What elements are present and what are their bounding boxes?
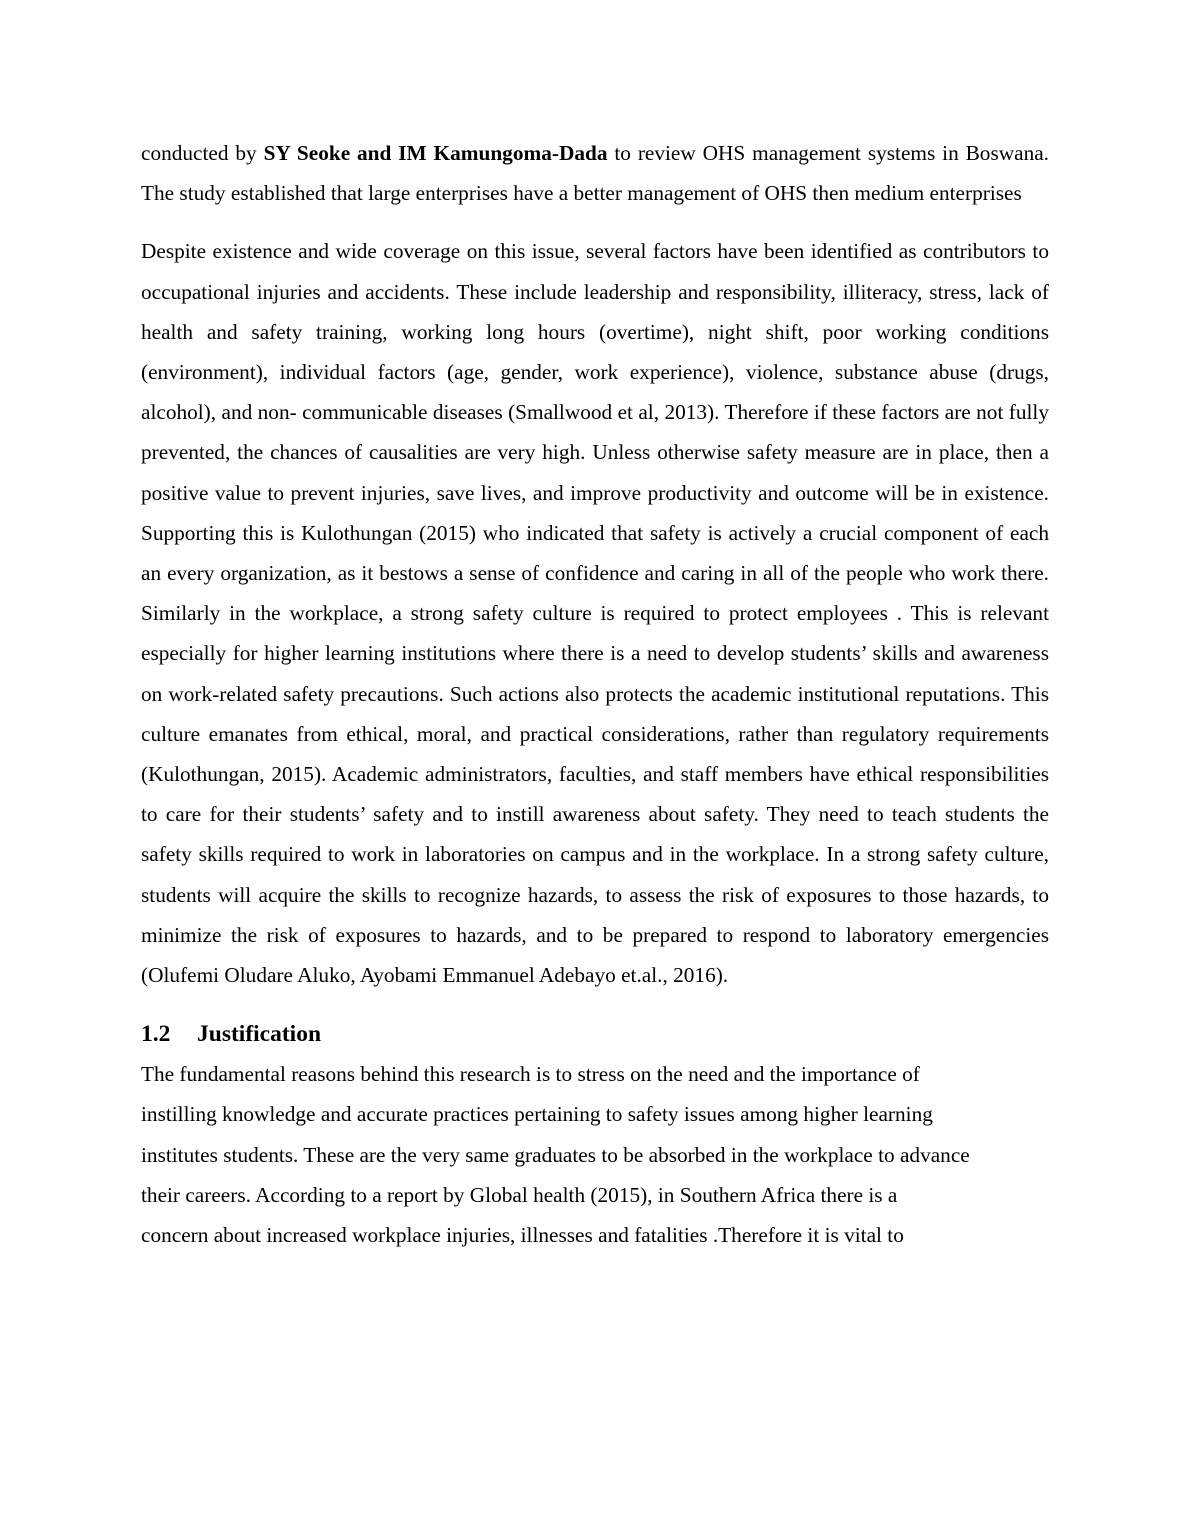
justification-line: their careers. According to a report by Global health (2015), in Southern Africa there is a [141,1182,898,1207]
section-heading-justification [141,1014,1049,1054]
section-title: Justification [197,1021,322,1048]
justification-line: institutes students. These are the very same graduates to be absorbed in the workplace to advance [141,1142,970,1167]
paragraph-contributing-factors: Despite existence and wide coverage on this issue, several factors have been identified as contributors to occupational injuries and accidents. These include leadership and responsibility, illiteracy, stress, lack of health and safety training, working long hours (overtime), night shift, poor working conditions (environment), individual factors (age, gender, work experience), violence, substance abuse (drugs, alcohol), and non- communicable diseases (Smallwood et al, 2013). Therefore if these factors are not fully prevented, the chances of causalities are very high. Unless otherwise safety measure are in place, then a positive value to prevent injuries, save lives, and improve productivity and outcome will be in existence. Supporting this is Kulothungan (2015) who indicated that safety is actively a crucial component of each an every organization, as it bestows a sense of confidence and caring in all of the people who work there. Similarly in the workplace, a strong safety culture is required to protect employees . This is relevant especially for higher learning institutions where there is a need to develop students’ skills and awareness on work-related safety precautions. Such actions also protects the academic institutional reputations. This culture emanates from ethical, moral, and practical considerations, rather than regulatory requirements (Kulothungan, 2015). Academic administrators, faculties, and staff members have ethical responsibilities to care for their students’ safety and to instill awareness about safety. They need to teach students the safety skills required to work in laboratories on campus and in the workplace. In a strong safety culture, students will acquire the skills to recognize hazards, to assess the risk of exposures to those hazards, to minimize the risk of exposures to hazards, and to be prepared to respond to laboratory emergencies (Olufemi Oludare Aluko, Ayobami Emmanuel Adebayo et.al., 2016). [141,239,1049,988]
justification-line: concern about increased workplace injuries, illnesses and fatalities .Therefore it is vital to [141,1223,904,1248]
paragraph-ohs-review-rest: to review OHS management systems in Boswana. The study established that large enterprises have a better management of OHS then medium enterprises [141,141,1049,206]
justification-line: instilling knowledge and accurate practices pertaining to safety issues among higher learning [141,1102,933,1127]
document-page [141,133,1049,1255]
paragraph-justification [141,1054,1049,1255]
justification-line: The fundamental reasons behind this research is to stress on the need and the importance of [141,1062,920,1087]
cited-authors: SY Seoke and IM Kamungoma-Dada [263,141,608,165]
paragraph-ohs-review-lead: conducted by [141,141,264,165]
section-number: 1.2 [141,1021,171,1048]
paragraph-ohs-review [141,133,1049,213]
